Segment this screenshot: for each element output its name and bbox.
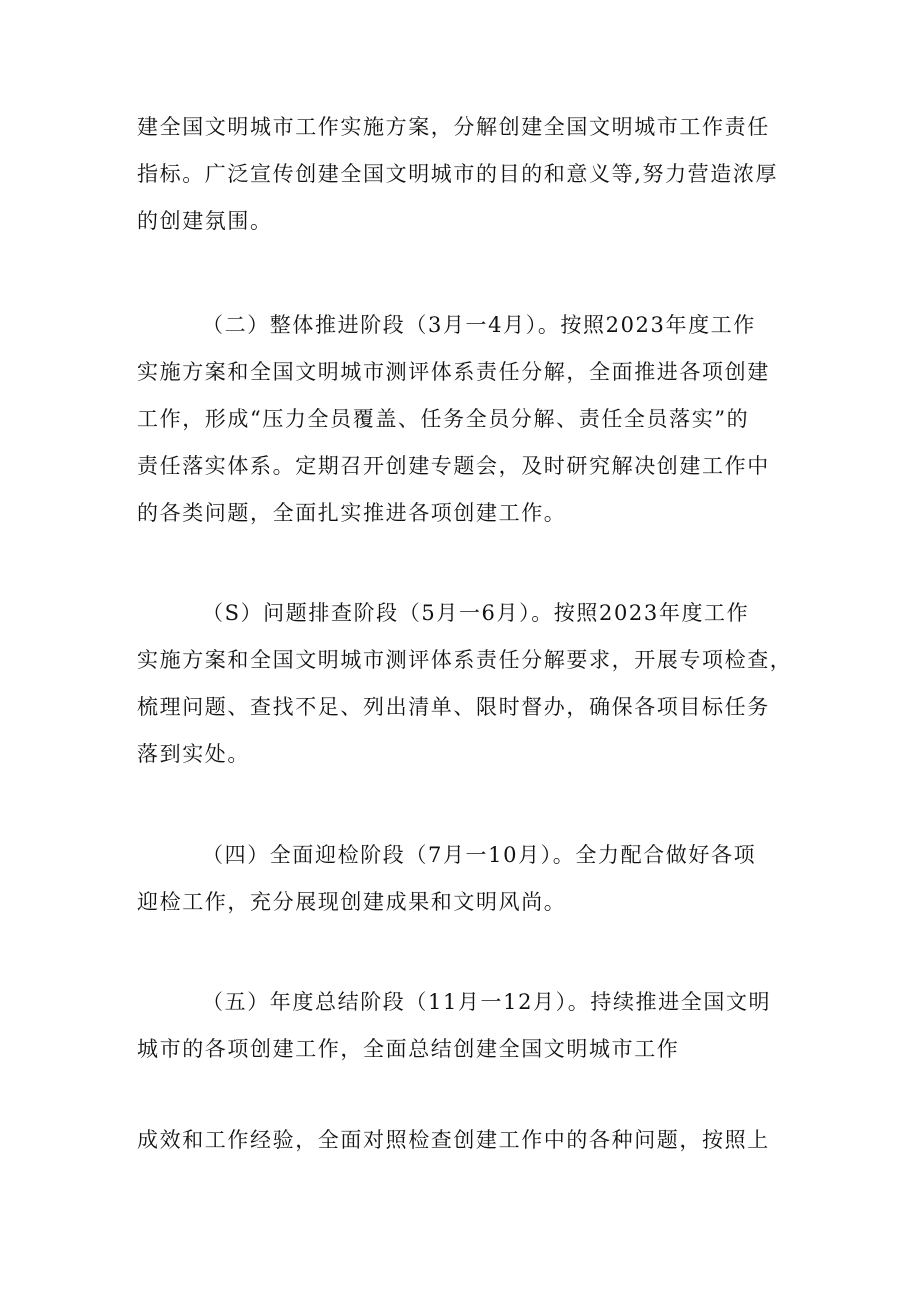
text-line: 指标。广泛宣传创建全国文明城市的目的和意义等,努力营造浓厚 — [137, 162, 779, 186]
text-line: 梳理问题、查找不足、列出清单、限时督办，确保各项目标任务 — [137, 695, 770, 719]
text-line: 的创建氛围。 — [137, 209, 273, 233]
paragraph-1 — [137, 104, 797, 245]
paragraph-6 — [137, 1117, 797, 1164]
text-line: （四）全面迎检阶段（7月一10月）。全力配合做好各项 — [202, 843, 757, 867]
text-line: （五）年度总结阶段（11月一12月）。持续推进全国文明 — [202, 990, 772, 1014]
text-line: 落到实处。 — [137, 742, 250, 766]
text-line: 迎检工作，充分展现创建成果和文明风尚。 — [137, 890, 567, 914]
paragraph-2 — [137, 302, 797, 537]
paragraph-5 — [137, 979, 797, 1073]
paragraph-3 — [137, 590, 797, 778]
text-line: 的各类问题，全面扎实推进各项创建工作。 — [137, 501, 567, 525]
text-line: 责任落实体系。定期召开创建专题会，及时研究解决创建工作中 — [137, 454, 770, 478]
paragraph-4 — [137, 832, 797, 926]
text-line: （S）问题排查阶段（5月一6月）。按照2023年度工作 — [202, 601, 750, 625]
text-line: 城市的各项创建工作，全面总结创建全国文明城市工作 — [137, 1037, 680, 1061]
text-line: （二）整体推进阶段（3月一4月）。按照2023年度工作 — [202, 313, 756, 337]
text-line: 成效和工作经验，全面对照检查创建工作中的各种问题，按照上 — [137, 1128, 770, 1152]
text-line: 实施方案和全国文明城市测评体系责任分解，全面推进各项创建 — [137, 360, 770, 384]
text-line: 建全国文明城市工作实施方案，分解创建全国文明城市工作责任 — [137, 115, 770, 139]
text-line: 实施方案和全国文明城市测评体系责任分解要求，开展专项检查， — [137, 648, 793, 672]
text-line: 工作，形成“压力全员覆盖、任务全员分解、责任全员落实”的 — [137, 407, 750, 431]
